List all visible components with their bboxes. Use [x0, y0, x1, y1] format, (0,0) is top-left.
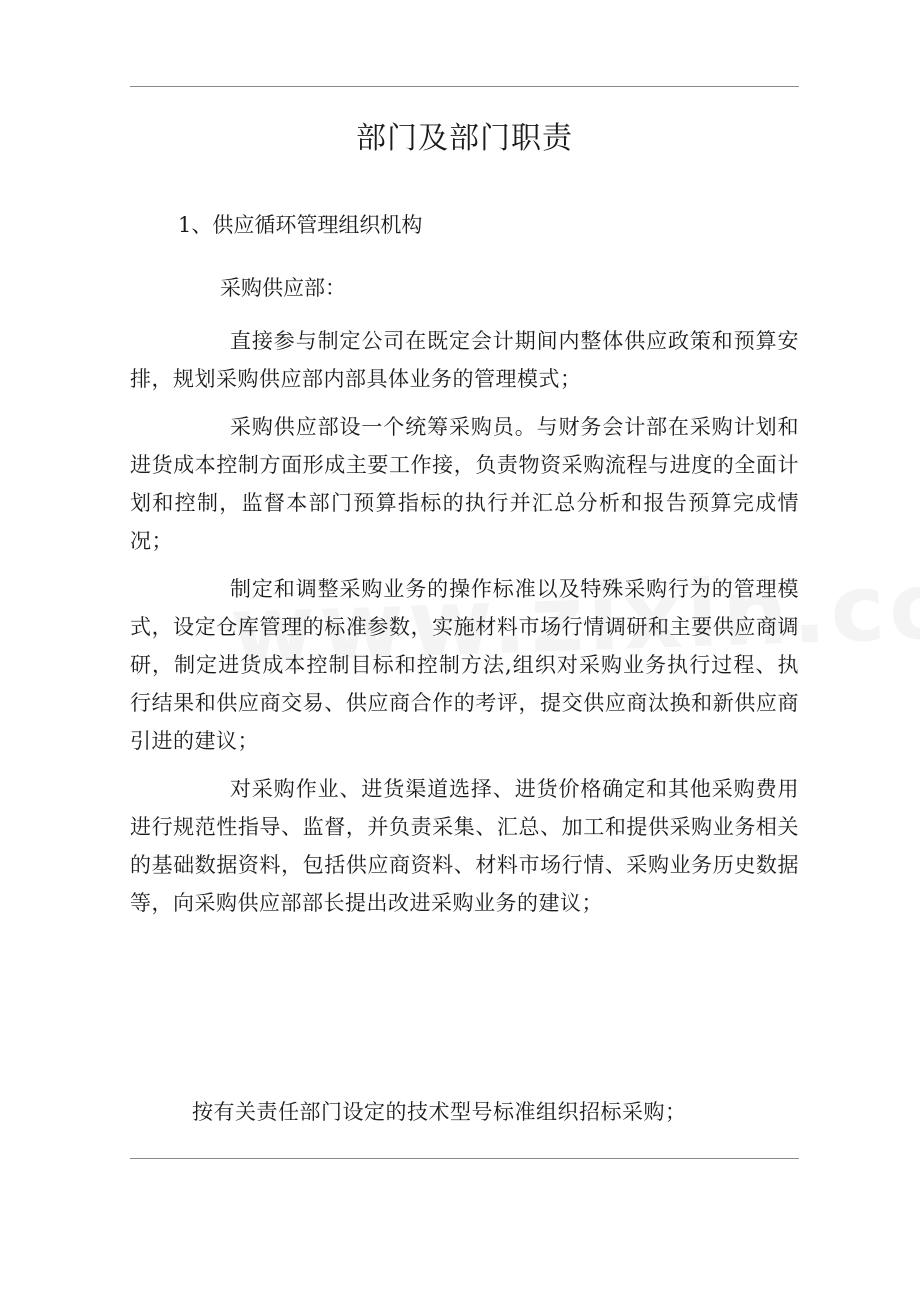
paragraph: 制定和调整采购业务的操作标准以及特殊采购行为的管理模式，设定仓库管理的标准参数，实施材料市场行情调研和主要供应商调研，制定进货成本控制目标和控制方法,组织对采购业务执行过程、执行结果和供应商交易、供应商合作的考评，提交供应商汰换和新供应商引进的建议； — [130, 577, 799, 753]
paragraph: 对采购作业、进货渠道选择、进货价格确定和其他采购费用进行规范性指导、监督，并负责采集、汇总、加工和提供采购业务相关的基础数据资料，包括供应商资料、材料市场行情、采购业务历史数据等，向采购供应部部长提出改进采购业务的建议； — [130, 777, 799, 915]
paragraph-last: 按有关责任部门设定的技术型号标准组织招标采购； — [192, 1100, 687, 1124]
paragraph: 采购供应部设一个统筹采购员。与财务会计部在采购计划和进货成本控制方面形成主要工作接，负责物资采购流程与进度的全面计划和控制，监督本部门预算指标的执行并汇总分析和报告预算完成情况； — [130, 415, 799, 553]
paragraph: 直接参与制定公司在既定会计期间内整体供应政策和预算安排，规划采购供应部内部具体业务的管理模式； — [130, 329, 799, 391]
department-heading: 采购供应部： — [220, 276, 346, 300]
bottom-divider — [130, 1158, 799, 1159]
section-heading: 1、供应循环管理组织机构 — [178, 213, 423, 237]
page-title: 部门及部门职责 — [356, 121, 573, 156]
top-divider — [130, 86, 799, 87]
duty-paragraphs — [130, 322, 799, 932]
